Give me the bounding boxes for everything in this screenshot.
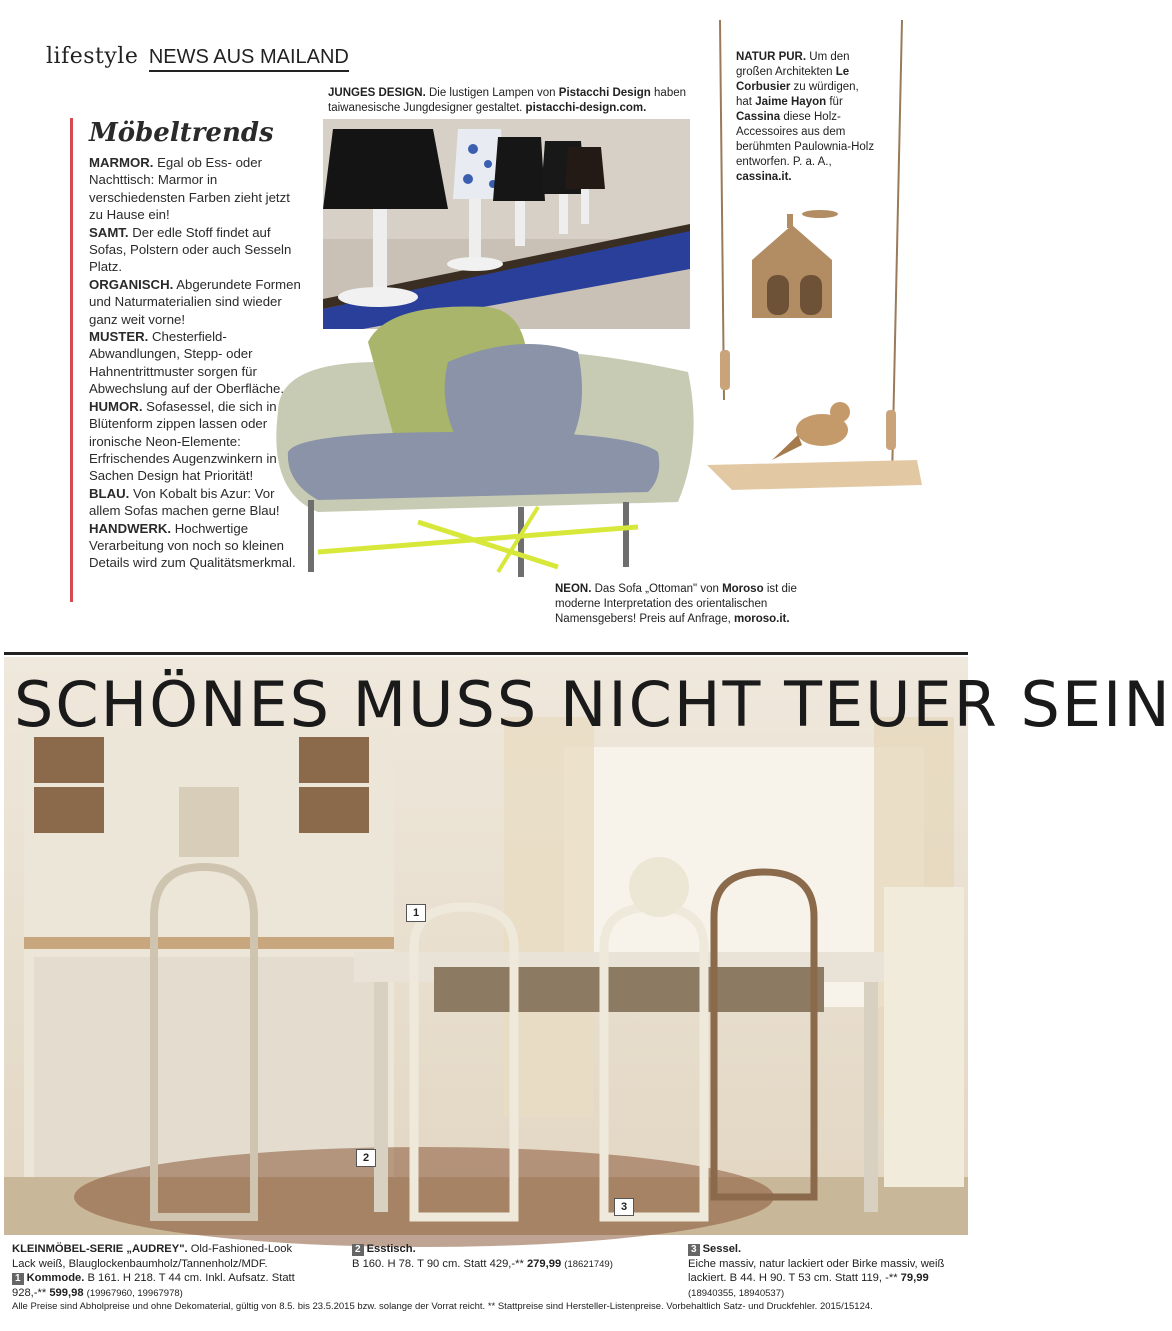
trend-label: ORGANISCH.	[89, 276, 174, 292]
trend-label: SAMT.	[89, 224, 129, 240]
series-desc: Old-Fashioned-Look Lack weiß, Blauglockenbaumholz/Tannenholz/MDF.	[12, 1243, 293, 1270]
product-codes: (18940355, 18940537)	[688, 1287, 785, 1299]
caption-label: NATUR PUR.	[736, 51, 807, 63]
product-price: 79,99	[900, 1272, 929, 1284]
product-price: 279,99	[526, 1257, 562, 1270]
section-divider	[4, 652, 968, 655]
caption-text: diese Holz-Accessoires aus dem berühmten Paulownia-Holz entworfen. P. a. A.,	[736, 111, 875, 168]
lamps-photo	[323, 119, 690, 329]
caption-text: ist die moderne Interpretation des orientalischen Namensgebers! Preis auf Anfrage,	[555, 583, 797, 625]
trend-item	[89, 485, 301, 520]
trend-text: Chesterfield-Abwandlungen, Stepp- oder Hahnentrittmuster sorgen für Abwechslung auf der Oberfläche.	[89, 329, 284, 397]
trend-text: Abgerundete Formen und Naturmaterialien sind wieder ganz weit vorne!	[89, 276, 301, 327]
trend-item	[89, 520, 301, 572]
lamps-illustration	[323, 119, 690, 329]
sofa-photo	[258, 302, 702, 580]
trend-label: MUSTER.	[89, 329, 149, 345]
caption-name: Cassina	[736, 111, 781, 123]
caption-text: Um den großen Architekten	[736, 51, 850, 78]
trend-item	[89, 276, 301, 328]
caption-brand: Moroso	[722, 583, 764, 595]
product-desc: B 161. H 218. T 44 cm. Inkl. Aufsatz. Statt 928,-**	[12, 1272, 295, 1299]
product-series	[12, 1242, 302, 1301]
trend-text: Der edle Stoff findet auf Sofas, Polstern oder auch Sesseln Platz.	[89, 224, 292, 275]
product-number: 3	[688, 1244, 700, 1256]
trend-item	[89, 328, 301, 398]
dining-room-photo	[4, 657, 1172, 1235]
trend-label: HANDWERK.	[89, 520, 172, 536]
trend-item	[89, 224, 301, 276]
caption-brand: Pistacchi Design	[558, 87, 651, 99]
trend-text: Sofasessel, die sich in Blütenform zippen lassen oder ironische Neon-Elemente: Erfrischendes Augenzwinkern in Sachen Design hat Priorität!	[89, 398, 277, 484]
caption-text: Die lustigen Lampen von	[428, 87, 556, 99]
dining-room-illustration	[4, 657, 1172, 1235]
sofa-illustration	[258, 302, 702, 580]
trend-text: Egal ob Ess- oder Nachttisch: Marmor in verschiedensten Farben zieht jetzt zu Hause ein!	[89, 155, 290, 223]
product-number: 1	[12, 1273, 24, 1285]
photo-number-2: 2	[356, 1149, 376, 1167]
trend-item	[89, 154, 301, 224]
trend-label: MARMOR.	[89, 155, 154, 170]
product-desc: B 160. H 78. T 90 cm. Statt 429,-**	[352, 1257, 524, 1270]
product-desc: Eiche massiv, natur lackiert oder Birke massiv, weiß lackiert. B 44. H 90. T 53 cm. Statt 119, -**	[688, 1257, 945, 1284]
product-sessel	[688, 1242, 963, 1301]
caption-text: haben taiwanesische Jungdesigner gestaltet.	[328, 87, 687, 114]
trend-text: Hochwertige Verarbeitung von noch so kleinen Details wird zum Qualitätsmerkmal.	[89, 520, 296, 571]
product-number: 2	[352, 1244, 364, 1256]
trend-text: Von Kobalt bis Azur: Vor allem Sofas machen gerne Blau!	[89, 485, 280, 519]
section-title: NEWS AUS MAILAND	[149, 46, 349, 72]
page-header	[46, 44, 349, 69]
trend-label: BLAU.	[89, 485, 130, 501]
product-price: 599,98	[49, 1286, 84, 1299]
product-name: Sessel.	[702, 1243, 742, 1255]
caption-name: Jaime Hayon	[755, 96, 827, 108]
caption-text: für	[829, 96, 843, 108]
trend-label: HUMOR.	[89, 398, 143, 414]
headline: SCHÖNES MUSS NICHT TEUER SEIN	[14, 668, 1172, 741]
series-title: KLEINMÖBEL-SERIE „AUDREY".	[12, 1243, 188, 1255]
photo-number-1: 1	[406, 904, 426, 922]
product-esstisch	[352, 1242, 662, 1272]
caption-text: zu würdigen, hat	[736, 81, 859, 108]
caption-natur-pur	[736, 50, 876, 185]
product-codes: (19967960, 19967978)	[86, 1287, 183, 1299]
trends-title: Möbeltrends	[89, 118, 274, 148]
caption-name: Le Corbusier	[736, 66, 850, 93]
trends-box	[70, 118, 301, 602]
caption-url: moroso.it.	[734, 613, 790, 625]
product-codes: (18621749)	[564, 1258, 613, 1270]
caption-junges-design	[328, 86, 688, 116]
caption-label: JUNGES DESIGN.	[328, 87, 426, 99]
product-name: Esstisch.	[366, 1243, 416, 1255]
caption-url: cassina.it.	[736, 171, 792, 183]
section-label: lifestyle	[46, 44, 139, 69]
trend-item	[89, 398, 301, 485]
caption-label: NEON.	[555, 583, 592, 595]
product-name: Kommode.	[26, 1272, 85, 1284]
caption-url: pistacchi-design.com.	[525, 102, 647, 114]
footer-note: Alle Preise sind Abholpreise und ohne Dekomaterial, gültig von 8.5. bis 23.5.2015 bzw. solange der Vorrat reicht. ** Stattpreise sind Hersteller-Listenpreise. Vorbehaltlich Satz- und Druckfehler. 2015/15124.	[12, 1301, 873, 1312]
caption-neon	[555, 582, 810, 627]
caption-text: Das Sofa „Ottoman" von	[594, 583, 719, 595]
photo-number-3: 3	[614, 1198, 634, 1216]
